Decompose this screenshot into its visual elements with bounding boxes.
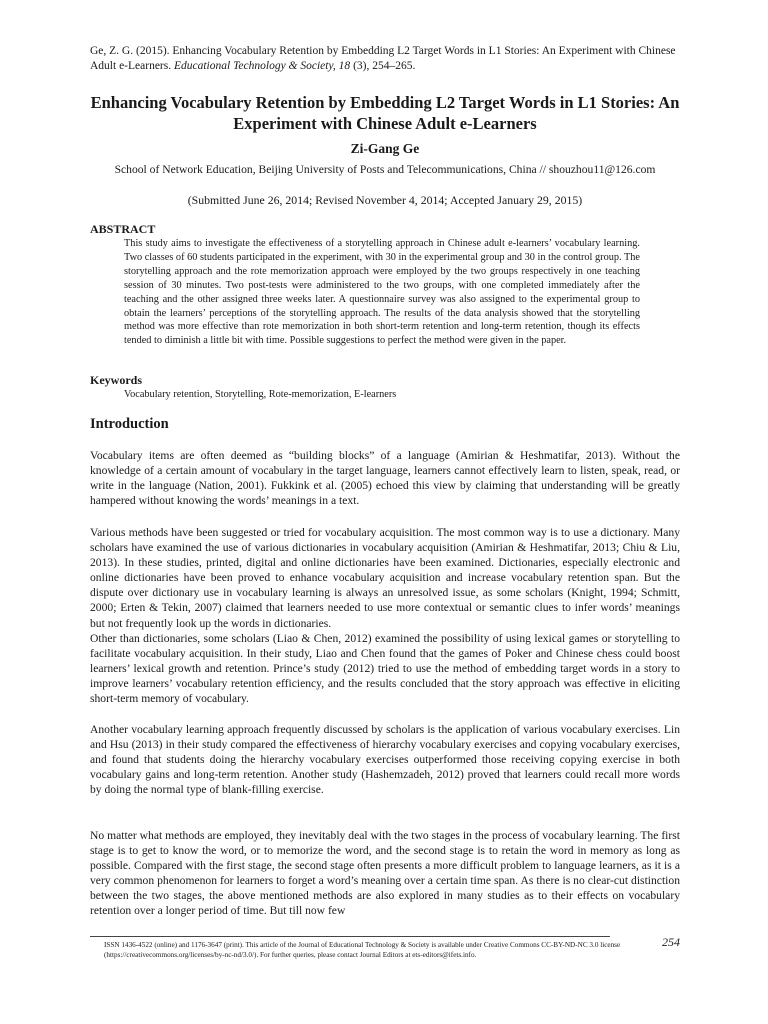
submission-dates: (Submitted June 26, 2014; Revised November 4, 2014; Accepted January 29, 2015) <box>187 193 583 207</box>
intro-paragraph-3: Other than dictionaries, some scholars (Liao & Chen, 2012) examined the possibility of using lexical games or storytelling to facilitate vocabulary acquisition. In their study, Liao and Chen found that the games of Poker and Chinese chess could boost learners’ lexical growth and retention. Prince’s study (2012) tried to use the method of embedding target words in a story to improve learners’ vocabulary retention efficiency, and the results concluded that the story approach was effective in eliciting short-term memory of vocabulary. <box>90 632 680 706</box>
intro-paragraph-5: No matter what methods are employed, they inevitably deal with the two stages in the process of vocabulary learning. The first stage is to get to know the word, or to memorize the word, and the second stage is to retain the word in memory as long as possible. Compared with the first stage, the second stage often presents a more difficult problem to language learners, as it is a very common phenomenon for learners to forget a word’s meaning over a certain time span. As there is no clear-cut distinction between the two stages, the above mentioned methods are also explored in many studies as to their effects on vocabulary retention over a longer period of time. But till now few <box>90 829 680 918</box>
citation-header <box>90 44 680 74</box>
intro-paragraph-2: Various methods have been suggested or tried for vocabulary acquisition. The most common way is to use a dictionary. Many scholars have examined the use of various dictionaries in vocabulary acquisition (Amirian & Heshmatifar, 2013; Chiu & Liu, 2013). In these studies, printed, digital and online dictionaries have been examined. Dictionaries, especially electronic and online dictionaries have been proved to enhance vocabulary acquisition and increase vocabulary retention span. But the dispute over dictionary use in vocabulary learning is always an unresolved issue, as some scholars (Knight, 1994; Schmitt, 2000; Erten & Tekin, 2007) claimed that learners needed to use more contextual or semantic clues to infer words’ meanings but not frequently look up the words in dictionaries. <box>90 526 680 630</box>
author-name: Zi-Gang Ge <box>350 141 420 156</box>
footnote-divider <box>90 936 610 937</box>
intro-paragraph-1: Vocabulary items are often deemed as “building blocks” of a language (Amirian & Heshmatifar, 2013). Without the knowledge of a certain amount of vocabulary in the target language, learners cannot effectively learn to listen, speak, read, or write in the language (Nation, 2001). Fukkink et al. (2005) echoed this view by claiming that understanding will be greatly hampered without knowing the words’ meanings in a text. <box>90 449 680 508</box>
citation-issue: (3), 254–265. <box>350 60 416 72</box>
paper-title: Enhancing Vocabulary Retention by Embedding L2 Target Words in L1 Stories: An Experiment with Chinese Adult e-Learners <box>90 93 680 133</box>
introduction-heading: Introduction <box>90 416 169 432</box>
keywords-text: Vocabulary retention, Storytelling, Rote-memorization, E-learners <box>124 389 397 400</box>
abstract-heading: ABSTRACT <box>90 222 156 236</box>
page-number: 254 <box>662 935 680 949</box>
citation-journal: Educational Technology & Society, 18 <box>173 60 351 72</box>
author-affiliation: School of Network Education, Beijing University of Posts and Telecommunications, China // shouzhou11@126.com <box>114 163 656 176</box>
keywords-heading: Keywords <box>90 373 142 387</box>
abstract-text: This study aims to investigate the effectiveness of a storytelling approach in Chinese adult e-learners’ vocabulary learning. Two classes of 60 students participated in the experiment, with 30 in the experimental group and 30 in the control group. The storytelling approach and the rote memorization approach were employed by the two groups respectively in one teaching session of 30 minutes. Two post-tests were administered to the two groups, with one completed immediately after the teaching and the other assigned three weeks later. A questionnaire survey was also assigned to the experimental group to obtain the learners’ perceptions of the storytelling approach. The results of the data analysis showed that the storytelling method was more effective than rote memorization in both short-term retention and long-term retention, though its effects tended to diminish a little bit with time. Possible suggestions to perfect the method were given in the paper. <box>124 238 640 347</box>
license-footnote: ISSN 1436-4522 (online) and 1176-3647 (print). This article of the Journal of Educational Technology & Society is available under Creative Commons CC-BY-ND-NC 3.0 license (https://creativecommons.org/licenses/by-nc-nd/3.0/). For further queries, please contact Journal Editors at ets-editors@ifets.info. <box>104 941 621 959</box>
intro-paragraph-4: Another vocabulary learning approach frequently discussed by scholars is the application of various vocabulary exercises. Lin and Hsu (2013) in their study compared the effectiveness of hierarchy vocabulary exercises and copying vocabulary exercises, and found that students doing the hierarchy vocabulary exercises outperformed those receiving copying exercise in both vocabulary gains and long-term retention. Another study (Hashemzadeh, 2012) proved that learners could recall more words by doing the normal type of blank-filling exercise. <box>90 723 680 797</box>
citation-text: Ge, Z. G. (2015). Enhancing Vocabulary Retention by Embedding L2 Target Words in L1 Stories: An Experiment with Chinese Adult e-Learners. <box>90 45 676 72</box>
